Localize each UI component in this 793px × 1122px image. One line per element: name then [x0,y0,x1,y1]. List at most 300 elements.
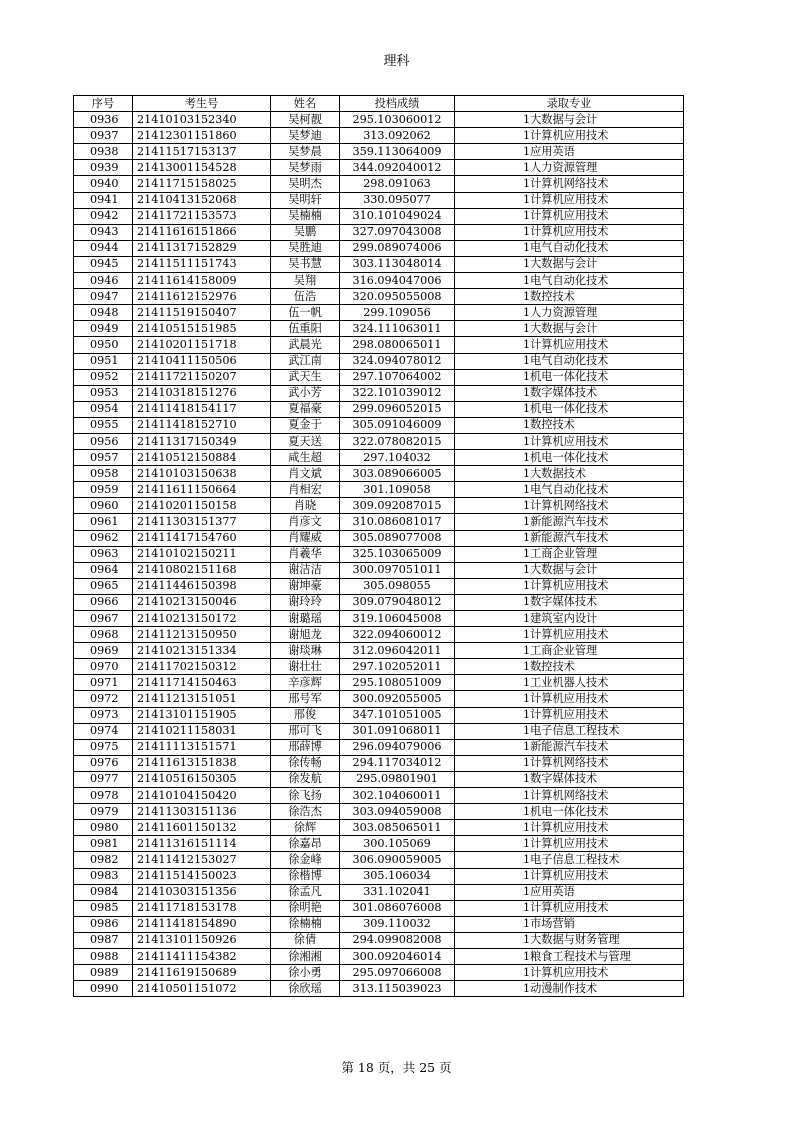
cell-seq: 0948 [74,305,133,321]
cell-score: 324.111063011 [340,321,455,337]
cell-exam-id: 21410201150158 [133,498,271,514]
table-row [74,417,684,433]
table-row [74,948,684,964]
cell-seq: 0980 [74,820,133,836]
cell-major: 1计算机应用技术 [455,691,684,707]
cell-name: 谢玲玲 [271,594,340,610]
cell-seq: 0941 [74,192,133,208]
cell-exam-id: 21410515151985 [133,321,271,337]
cell-name: 吴明杰 [271,176,340,192]
table-row [74,916,684,932]
cell-seq: 0964 [74,562,133,578]
cell-exam-id: 21411418152710 [133,417,271,433]
cell-score: 306.090059005 [340,852,455,868]
cell-exam-id: 21413001154528 [133,160,271,176]
cell-score: 301.109058 [340,482,455,498]
table-row [74,144,684,160]
cell-seq: 0966 [74,594,133,610]
table-row [74,289,684,305]
cell-score: 303.113048014 [340,256,455,272]
header-major: 录取专业 [455,96,684,112]
cell-major: 1建筑室内设计 [455,611,684,627]
cell-major: 1计算机应用技术 [455,192,684,208]
cell-score: 295.108051009 [340,675,455,691]
cell-name: 武江南 [271,353,340,369]
cell-score: 303.085065011 [340,820,455,836]
cell-exam-id: 21411619150689 [133,965,271,981]
cell-name: 徐发航 [271,771,340,787]
table-row [74,627,684,643]
cell-name: 徐金峰 [271,852,340,868]
table-row [74,256,684,272]
table-row [74,868,684,884]
cell-major: 1计算机应用技术 [455,337,684,353]
cell-exam-id: 21413101151905 [133,707,271,723]
table-row [74,305,684,321]
cell-seq: 0963 [74,546,133,562]
page-footer: 第 18 页，共 25 页 [341,1060,452,1075]
cell-major: 1工商企业管理 [455,643,684,659]
cell-score: 297.104032 [340,450,455,466]
cell-exam-id: 21410104150420 [133,788,271,804]
cell-major: 1数控技术 [455,659,684,675]
cell-major: 1数控技术 [455,417,684,433]
table-row [74,707,684,723]
cell-exam-id: 21411511151743 [133,256,271,272]
cell-score: 322.094060012 [340,627,455,643]
admission-table [73,95,684,997]
cell-seq: 0990 [74,981,133,997]
table-row [74,611,684,627]
cell-score: 301.086076008 [340,900,455,916]
table-row [74,900,684,916]
cell-seq: 0973 [74,707,133,723]
cell-name: 徐嘉昂 [271,836,340,852]
cell-name: 徐楠楠 [271,916,340,932]
cell-name: 徐湘湘 [271,948,340,964]
cell-name: 邢俊 [271,707,340,723]
cell-major: 1计算机应用技术 [455,820,684,836]
table-row [74,176,684,192]
table-row [74,450,684,466]
cell-score: 294.117034012 [340,755,455,771]
cell-exam-id: 21411213151051 [133,691,271,707]
cell-exam-id: 21411418154890 [133,916,271,932]
cell-major: 1机电一体化技术 [455,804,684,820]
cell-exam-id: 21411316151114 [133,836,271,852]
cell-seq: 0971 [74,675,133,691]
cell-name: 徐飞扬 [271,788,340,804]
table-row [74,965,684,981]
cell-name: 肖耀威 [271,530,340,546]
cell-score: 295.097066008 [340,965,455,981]
cell-name: 吴楠楠 [271,208,340,224]
table-row [74,433,684,449]
cell-seq: 0978 [74,788,133,804]
table-row [74,482,684,498]
cell-score: 310.101049024 [340,208,455,224]
cell-seq: 0977 [74,771,133,787]
cell-score: 300.097051011 [340,562,455,578]
table-row [74,224,684,240]
cell-major: 1工业机器人技术 [455,675,684,691]
cell-seq: 0943 [74,224,133,240]
cell-name: 肖相宏 [271,482,340,498]
cell-major: 1大数据与会计 [455,562,684,578]
cell-exam-id: 21411721150207 [133,369,271,385]
cell-exam-id: 21410318151276 [133,385,271,401]
cell-score: 303.089066005 [340,466,455,482]
cell-major: 1计算机应用技术 [455,627,684,643]
cell-exam-id: 21411412153027 [133,852,271,868]
header-seq: 序号 [74,96,133,112]
table-row [74,643,684,659]
table-row [74,852,684,868]
table-row [74,466,684,482]
cell-score: 296.094079006 [340,739,455,755]
table-row [74,594,684,610]
cell-seq: 0982 [74,852,133,868]
cell-major: 1电气自动化技术 [455,273,684,289]
cell-exam-id: 21410103152340 [133,112,271,128]
cell-exam-id: 21413101150926 [133,932,271,948]
cell-score: 331.102041 [340,884,455,900]
cell-major: 1计算机应用技术 [455,128,684,144]
table-row [74,530,684,546]
cell-score: 300.105069 [340,836,455,852]
cell-exam-id: 21410201151718 [133,337,271,353]
cell-seq: 0979 [74,804,133,820]
cell-seq: 0975 [74,739,133,755]
cell-score: 316.094047006 [340,273,455,289]
cell-exam-id: 21411721153573 [133,208,271,224]
cell-major: 1计算机应用技术 [455,224,684,240]
cell-exam-id: 21411612152976 [133,289,271,305]
cell-name: 徐传畅 [271,755,340,771]
cell-major: 1计算机网络技术 [455,755,684,771]
cell-name: 徐孟凡 [271,884,340,900]
cell-exam-id: 21410413152068 [133,192,271,208]
cell-seq: 0958 [74,466,133,482]
cell-score: 295.103060012 [340,112,455,128]
cell-seq: 0947 [74,289,133,305]
table-row [74,128,684,144]
cell-seq: 0945 [74,256,133,272]
cell-major: 1电气自动化技术 [455,482,684,498]
cell-name: 肖羲华 [271,546,340,562]
cell-score: 309.110032 [340,916,455,932]
cell-seq: 0938 [74,144,133,160]
cell-major: 1电子信息工程技术 [455,852,684,868]
cell-name: 肖文斌 [271,466,340,482]
cell-exam-id: 21411303151377 [133,514,271,530]
cell-seq: 0968 [74,627,133,643]
cell-name: 邢可飞 [271,723,340,739]
cell-seq: 0955 [74,417,133,433]
cell-name: 肖彦文 [271,514,340,530]
page-title: 理科 [383,54,410,69]
cell-major: 1新能源汽车技术 [455,530,684,546]
cell-major: 1应用英语 [455,884,684,900]
table-row [74,804,684,820]
cell-major: 1数控技术 [455,289,684,305]
cell-score: 298.091063 [340,176,455,192]
cell-seq: 0940 [74,176,133,192]
table-row [74,112,684,128]
cell-name: 吴鹏 [271,224,340,240]
cell-score: 297.102052011 [340,659,455,675]
cell-name: 夏福豪 [271,401,340,417]
cell-seq: 0984 [74,884,133,900]
cell-major: 1计算机应用技术 [455,868,684,884]
cell-name: 谢坤豪 [271,578,340,594]
cell-score: 299.096052015 [340,401,455,417]
cell-score: 300.092046014 [340,948,455,964]
cell-exam-id: 21411514150023 [133,868,271,884]
cell-name: 吴梦迪 [271,128,340,144]
cell-score: 301.091068011 [340,723,455,739]
cell-name: 吴翔 [271,273,340,289]
table-row [74,273,684,289]
cell-score: 359.113064009 [340,144,455,160]
cell-name: 谢洁洁 [271,562,340,578]
cell-exam-id: 21410213151334 [133,643,271,659]
cell-major: 1电子信息工程技术 [455,723,684,739]
table-row [74,675,684,691]
cell-major: 1计算机应用技术 [455,433,684,449]
table-row [74,981,684,997]
table-row [74,160,684,176]
cell-exam-id: 21411601150132 [133,820,271,836]
table-row [74,369,684,385]
cell-exam-id: 21410102150211 [133,546,271,562]
table-row [74,723,684,739]
cell-major: 1动漫制作技术 [455,981,684,997]
cell-name: 徐浩杰 [271,804,340,820]
cell-score: 347.101051005 [340,707,455,723]
table-row [74,932,684,948]
cell-seq: 0939 [74,160,133,176]
cell-seq: 0970 [74,659,133,675]
cell-exam-id: 21411519150407 [133,305,271,321]
table-row [74,208,684,224]
cell-major: 1大数据与会计 [455,112,684,128]
table-row [74,836,684,852]
table-row [74,820,684,836]
table-row [74,514,684,530]
cell-score: 302.104060011 [340,788,455,804]
cell-score: 322.078082015 [340,433,455,449]
cell-exam-id: 21411411154382 [133,948,271,964]
cell-name: 伍一帆 [271,305,340,321]
cell-score: 327.097043008 [340,224,455,240]
cell-name: 咸生超 [271,450,340,466]
cell-seq: 0988 [74,948,133,964]
cell-score: 295.09801901 [340,771,455,787]
cell-major: 1数字媒体技术 [455,771,684,787]
cell-seq: 0989 [74,965,133,981]
cell-seq: 0987 [74,932,133,948]
cell-score: 320.095055008 [340,289,455,305]
cell-score: 297.107064002 [340,369,455,385]
cell-name: 伍浩 [271,289,340,305]
cell-major: 1新能源汽车技术 [455,514,684,530]
cell-name: 吴书慧 [271,256,340,272]
cell-exam-id: 21411714150463 [133,675,271,691]
cell-seq: 0969 [74,643,133,659]
cell-major: 1机电一体化技术 [455,450,684,466]
table-row [74,739,684,755]
table-row [74,321,684,337]
table-row [74,691,684,707]
cell-major: 1市场营销 [455,916,684,932]
cell-exam-id: 21410213150046 [133,594,271,610]
cell-score: 309.079048012 [340,594,455,610]
cell-seq: 0952 [74,369,133,385]
cell-name: 邢号军 [271,691,340,707]
cell-major: 1人力资源管理 [455,305,684,321]
cell-major: 1电气自动化技术 [455,240,684,256]
cell-name: 邢薛博 [271,739,340,755]
cell-name: 谢旭龙 [271,627,340,643]
cell-exam-id: 21410512150884 [133,450,271,466]
cell-seq: 0962 [74,530,133,546]
header-name: 姓名 [271,96,340,112]
table-row [74,385,684,401]
table-header-row [74,96,684,112]
cell-name: 徐楷博 [271,868,340,884]
cell-major: 1计算机网络技术 [455,498,684,514]
cell-exam-id: 21411614158009 [133,273,271,289]
header-exam-id: 考生号 [133,96,271,112]
cell-name: 辛彦辉 [271,675,340,691]
cell-score: 310.086081017 [340,514,455,530]
cell-major: 1计算机网络技术 [455,176,684,192]
cell-score: 305.098055 [340,578,455,594]
cell-major: 1计算机应用技术 [455,578,684,594]
cell-major: 1大数据技术 [455,466,684,482]
cell-exam-id: 21411611150664 [133,482,271,498]
cell-exam-id: 21410411150506 [133,353,271,369]
cell-major: 1应用英语 [455,144,684,160]
table-row [74,884,684,900]
table-row [74,578,684,594]
cell-exam-id: 21410303151356 [133,884,271,900]
cell-major: 1计算机网络技术 [455,788,684,804]
cell-seq: 0946 [74,273,133,289]
cell-major: 1计算机应用技术 [455,900,684,916]
cell-major: 1大数据与财务管理 [455,932,684,948]
cell-score: 313.115039023 [340,981,455,997]
cell-score: 312.096042011 [340,643,455,659]
cell-seq: 0960 [74,498,133,514]
cell-major: 1人力资源管理 [455,160,684,176]
cell-exam-id: 21411702150312 [133,659,271,675]
cell-exam-id: 21410213150172 [133,611,271,627]
cell-exam-id: 21411446150398 [133,578,271,594]
cell-seq: 0986 [74,916,133,932]
cell-exam-id: 21410501151072 [133,981,271,997]
cell-seq: 0954 [74,401,133,417]
cell-seq: 0937 [74,128,133,144]
cell-score: 300.092055005 [340,691,455,707]
table-row [74,562,684,578]
cell-name: 肖晓 [271,498,340,514]
cell-exam-id: 21410802151168 [133,562,271,578]
cell-name: 吴柯靓 [271,112,340,128]
cell-major: 1粮食工程技术与管理 [455,948,684,964]
cell-major: 1计算机应用技术 [455,208,684,224]
cell-seq: 0959 [74,482,133,498]
table-row [74,337,684,353]
cell-score: 305.089077008 [340,530,455,546]
cell-score: 299.089074006 [340,240,455,256]
cell-seq: 0985 [74,900,133,916]
table-row [74,353,684,369]
cell-major: 1机电一体化技术 [455,369,684,385]
cell-exam-id: 21411517153137 [133,144,271,160]
cell-exam-id: 21411303151136 [133,804,271,820]
cell-score: 299.109056 [340,305,455,321]
cell-name: 徐小勇 [271,965,340,981]
table-row [74,659,684,675]
cell-exam-id: 21410211158031 [133,723,271,739]
cell-exam-id: 21411317152829 [133,240,271,256]
cell-name: 徐辉 [271,820,340,836]
cell-seq: 0953 [74,385,133,401]
cell-score: 309.092087015 [340,498,455,514]
cell-score: 294.099082008 [340,932,455,948]
cell-seq: 0961 [74,514,133,530]
cell-name: 武小芳 [271,385,340,401]
cell-seq: 0951 [74,353,133,369]
cell-major: 1计算机应用技术 [455,965,684,981]
header-score: 投档成绩 [340,96,455,112]
cell-score: 313.092062 [340,128,455,144]
cell-exam-id: 21412301151860 [133,128,271,144]
cell-score: 324.094078012 [340,353,455,369]
cell-name: 武天生 [271,369,340,385]
cell-major: 1大数据与会计 [455,256,684,272]
cell-seq: 0942 [74,208,133,224]
cell-exam-id: 21411715158025 [133,176,271,192]
cell-score: 319.106045008 [340,611,455,627]
cell-major: 1数字媒体技术 [455,385,684,401]
cell-score: 322.101039012 [340,385,455,401]
cell-seq: 0981 [74,836,133,852]
cell-seq: 0967 [74,611,133,627]
cell-exam-id: 21411613151838 [133,755,271,771]
cell-seq: 0950 [74,337,133,353]
cell-score: 305.106034 [340,868,455,884]
cell-exam-id: 21411417154760 [133,530,271,546]
cell-major: 1计算机应用技术 [455,836,684,852]
table-row [74,755,684,771]
cell-seq: 0949 [74,321,133,337]
cell-seq: 0983 [74,868,133,884]
cell-name: 吴梦晨 [271,144,340,160]
cell-major: 1数字媒体技术 [455,594,684,610]
cell-seq: 0974 [74,723,133,739]
cell-seq: 0956 [74,433,133,449]
cell-name: 吴明轩 [271,192,340,208]
cell-name: 吴胜迪 [271,240,340,256]
cell-major: 1计算机应用技术 [455,707,684,723]
cell-score: 344.092040012 [340,160,455,176]
cell-name: 武晨光 [271,337,340,353]
table-body [74,112,684,997]
cell-exam-id: 21411213150950 [133,627,271,643]
